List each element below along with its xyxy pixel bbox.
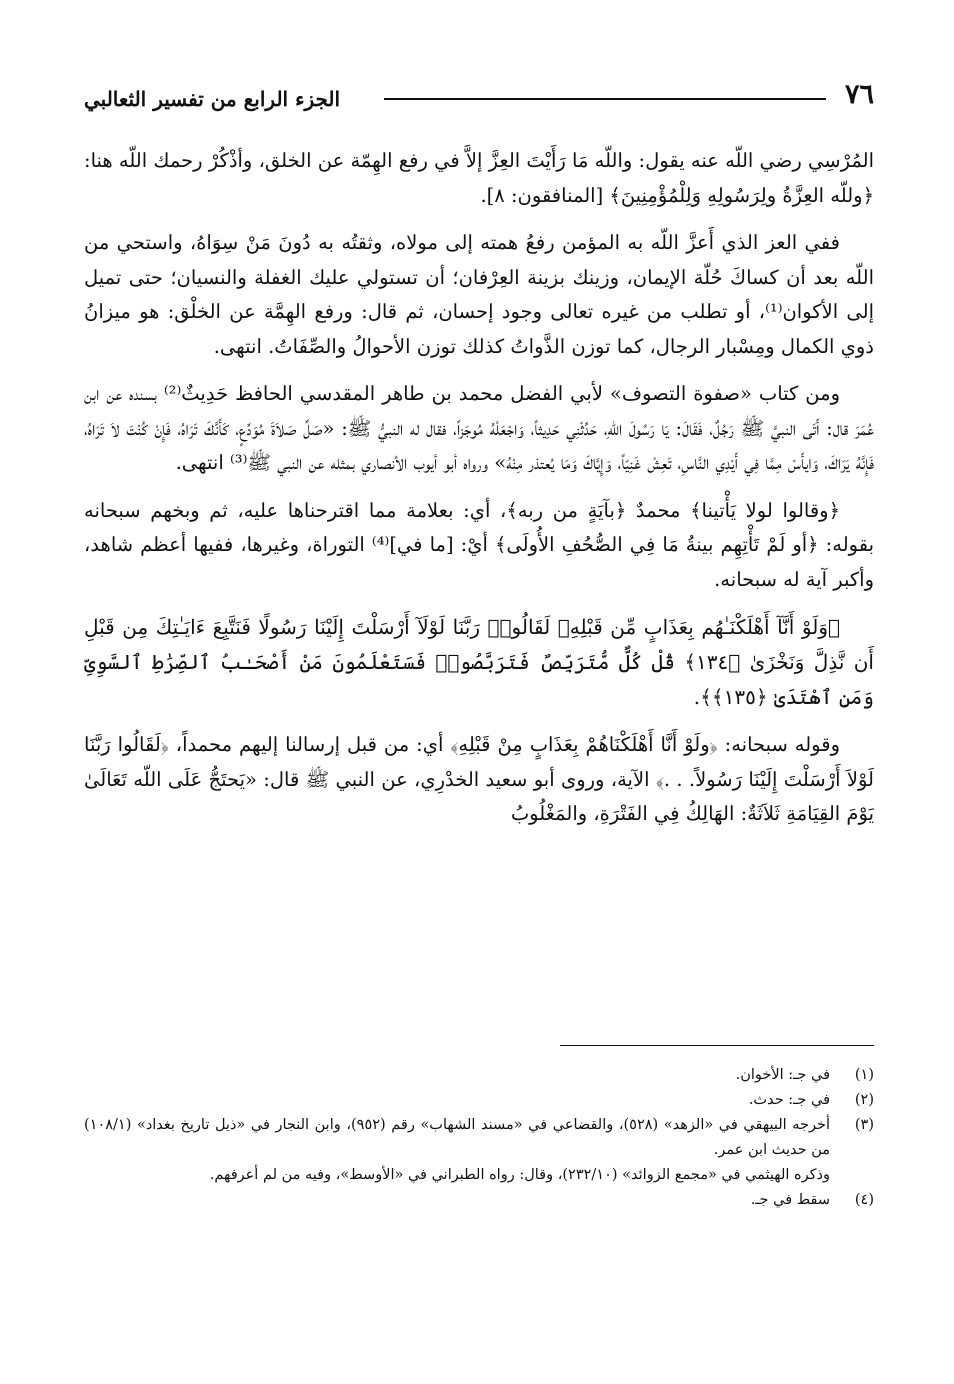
main-text: [84, 144, 874, 845]
footnote-item: [84, 1063, 874, 1088]
quran-verses: ﴿وَلَوْ أَنَّآ أَهْلَكْنَـٰهُم بِعَذَابٍ مِّن قَبْلِهِۦ لَقَالُوا۟ رَبَّنَا لَوْلَآ أَرْسَلْتَ إِلَيْنَا رَسُولًا فَنَتَّبِعَ ءَايَـٰتِكَ مِن قَبْلِ أَن نَّذِلَّ وَنَخْزَىٰ ﴿١٣٤﴾ قُلْ كُلٌّ مُّتَرَبِّصٌ فَتَرَبَّصُوا۟ فَسَتَعْلَمُونَ مَنْ أَصْحَـٰبُ ٱلصِّرَٰطِ ٱلسَّوِىِّ وَمَنِ ٱهْتَدَىٰ ﴿١٣٥﴾﴾.: [84, 615, 874, 709]
paragraph-hadith: ومن كتاب «صفوة التصوف» لأبي الفضل محمد بن طاهر المقدسي الحافظ حَدِيثٌ⁽²⁾ بسنده عن ابن عُمَرَ قال: أَتَى النبيَّ ﷺ رَجُلٌ، فَقَالَ: يَا رَسُولَ اللّهِ، حَدِّثْنِي حَدِيثاً، وَاجْعَلْهُ مُوجَزاً، فقال له النبيُّ ﷺ: «صَلِّ صَلاَةَ مُوَدِّعٍ، كَأَنَّكَ تَرَاهُ، فَإِنْ كُنْتَ لاَ تَرَاهُ، فَإِنَّهُ يَرَاكَ، وَايأَسْ مِمَّا فِي أَيْدِي النَّاسِ، تَعِشْ غَنِيّاً، وَإِيَّاكَ وَمَا يُعتذر مِنْهُ» ورواه أبو أيوب الأنصاري بمثله عن النبي ﷺ⁽³⁾ انتهى.: [84, 382, 874, 474]
footnote-number: (٣): [854, 1117, 874, 1133]
footnote-number: (٤): [854, 1192, 874, 1208]
header-rule: [384, 98, 826, 100]
paragraph-continuation: المُرْسِي رضي اللّه عنه يقول: واللّه مَا رَأَيْتَ العِزَّ إلاَّ في رفع الهِمّة عن الخلق، وأذْكُرْ رحمك اللّه هنا: ﴿وللّه العِزَّةُ ولِرَسُولِهِ وَلِلْمُؤْمِنِينَ﴾ [المنافقون: ٨].: [84, 149, 874, 207]
footnote-text: أخرجه البيهقي في «الزهد» (٥٢٨)، والقضاعي في «مسند الشهاب» رقم (٩٥٢)، وابن النجار في «ذيل تاريخ بغداد» (١٠٨/١) من حديث ابن عمر.: [84, 1117, 831, 1158]
footnote-text: في جـ: الأخوان.: [735, 1067, 830, 1083]
page-header: [84, 78, 874, 122]
paragraph-tafsir: ﴿وقالوا لولا يَأْتينا﴾ محمدٌ ﴿بآيَةٍ من ربه﴾، أي: بعلامة مما اقترحناها عليه، ثم وبخهم سبحانه بقوله: ﴿أو لَمْ تَأْتِهِم بينةُ مَا فِي الصُّحُفِ الأُولَى﴾ أيْ: [ما في]⁽⁴⁾ التوراة، وغيرها، ففيها أعظم شاهد، وأكبر آية له سبحانه.: [84, 498, 875, 591]
footnotes: [84, 1063, 874, 1213]
page-number: ٧٦: [844, 79, 874, 110]
footnote-item: [84, 1188, 874, 1213]
footnote-number: (١): [854, 1067, 874, 1083]
paragraph-honor: ففي العز الذي أَعزَّ اللّه به المؤمن رفعُ همته إلى مولاه، وثقتُه به دُونَ مَنْ سِوَاهُ، واستحي من اللّه بعد أن كساكَ حُلّة الإيمان، وزينك بزينة العِرْفان؛ أن تستولي عليك الغفلة والنسيان؛ حتى تميل إلى الأكوان⁽¹⁾، أو تطلب من غيره تعالى وجود إحسان، ثم قال: ورفع الهِمَّة عن الخلْق: هو ميزانُ ذوي الكمال ومِسْبار الرجال، كما توزن الذَّواتُ كذلك توزن الأحوالُ والصِّفَاتُ. انتهى.: [84, 231, 874, 358]
footnote-item: [84, 1113, 874, 1163]
running-title: الجزء الرابع من تفسير الثعالبي: [84, 87, 341, 111]
paragraph-commentary: وقوله سبحانه: ﴿ولَوْ أَنَّا أَهْلَكْنَاهُمْ بِعَذَابٍ مِنْ قَبْلِهِ﴾ أي: من قبل إرسالنا إليهم محمداً، ﴿لَقَالُوا رَبَّنَا لَوْلاَ أَرْسَلْتَ إِلَيْنَا رَسُولاً. . .﴾ الآية، وروى أبو سعيد الخدْرِي، عن النبي ﷺ قال: «يَحتَجُّ عَلَى اللّه تَعَالَىٰ يَوْمَ القِيَامَةِ ثَلاَثَةٌ: الهَالِكُ فِي الفَتْرَةِ، والمَغْلُوبُ: [84, 733, 874, 825]
footnote-separator: [560, 1045, 874, 1046]
footnote-number: (٢): [854, 1092, 874, 1108]
footnote-continuation: وذكره الهيثمي في «مجمع الزوائد» (٢٣٢/١٠)، وقال: رواه الطبراني في «الأوسط»، وفيه من لم أعرفهم.: [209, 1167, 830, 1183]
footnote-item: [84, 1088, 874, 1113]
footnote-text: في جـ: حدث.: [748, 1092, 830, 1108]
footnote-text: سقط في جـ.: [750, 1192, 830, 1208]
